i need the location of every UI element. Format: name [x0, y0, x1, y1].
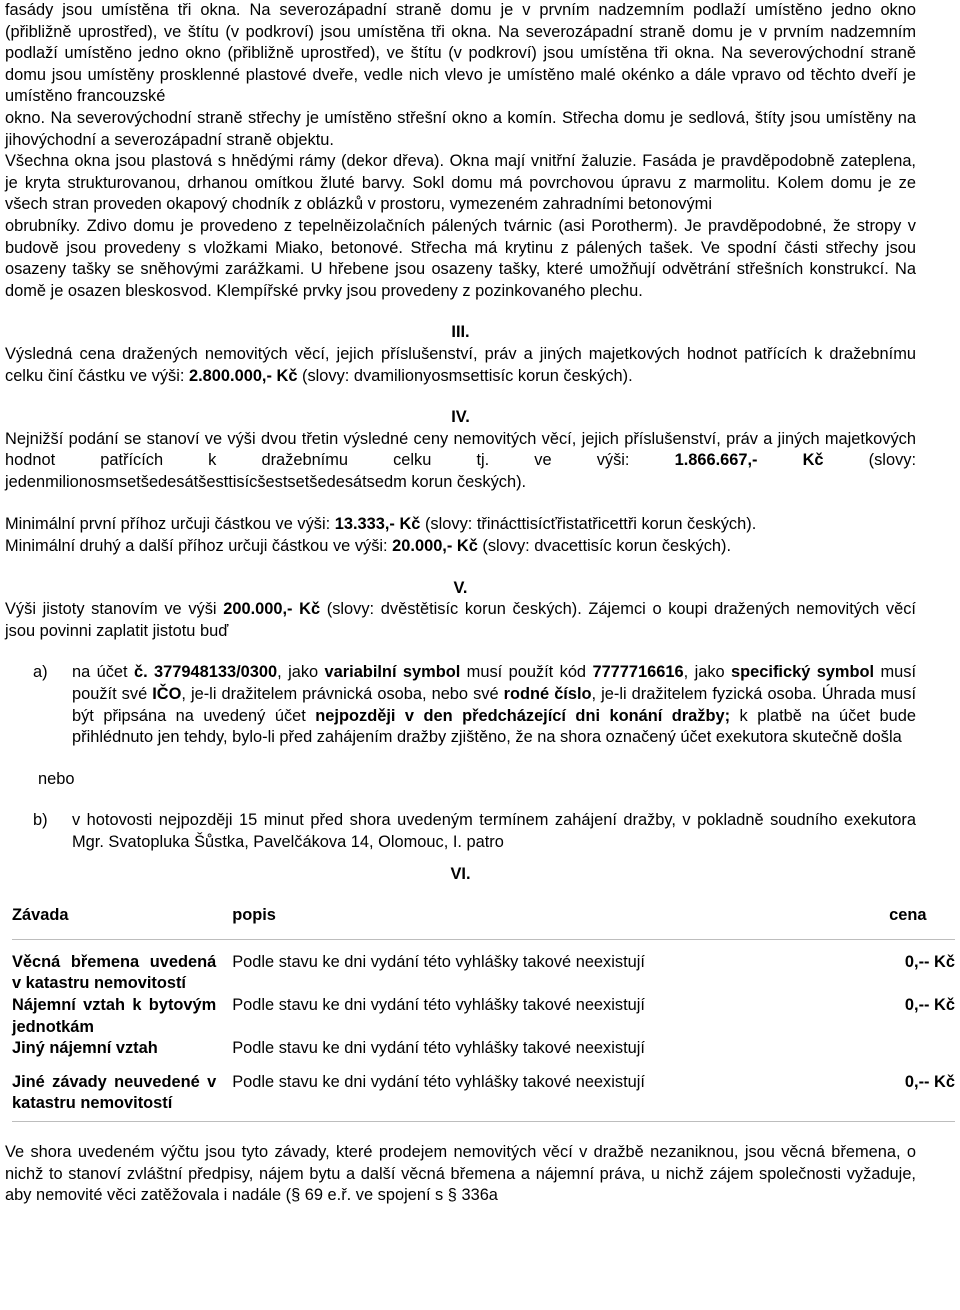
description-cell: Podle stavu ke dni vydání této vyhlášky takové neexistují	[216, 1060, 889, 1122]
deposit-option-a	[5, 662, 916, 748]
defect-cell: Nájemní vztah k bytovým jednotkám	[12, 995, 217, 1036]
price-cell: 0,-- Kč	[904, 952, 955, 971]
option-a-text: na účet č. 377948133/0300, jako variabilní symbol musí použít kód 7777716616, jako specifický symbol musí použít své IČO, je-li dražitelem právnická osoba, nebo své rodné číslo, je-li dražitelem fyzická osoba. Úhrada musí být připsána na uvedený účet nejpozději v den předcházející dni konání dražby; k platbě na účet bude přihlédnuto jen tehdy, bylo-li před zahájením dražby zjištěno, že na shora označený účet exekutora skutečně došla	[72, 663, 917, 747]
section-6-footer-text: Ve shora uvedeném výčtu jsou tyto závady, které prodejem nemovitých věcí v dražbě nezaniknou, jsou věcná břemena, o nichž to stanoví zvláštní předpisy, nájem bytu a další věcná břemena a nájemní práva, u nichž zájem společnosti vyžaduje, aby nemovité věci zatěžovala i nadále (§ 69 e.ř. ve spojení s § 336a	[5, 1142, 916, 1205]
header-defect: Závada	[12, 905, 216, 939]
variable-symbol: 7777716616	[592, 663, 684, 682]
document-page	[5, 0, 955, 1207]
section-4-text-a: Nejnižší podání se stanoví ve výši dvou třetin výsledné ceny nemovitých věcí, jejich příslušenství, práv a jiných majetkových hodnot patřících k dražebnímu celku tj. ve výši:	[5, 429, 916, 470]
section-3-heading: III.	[451, 323, 470, 342]
section-4-amount: 1.866.667,- Kč	[674, 451, 824, 470]
section-5-amount: 200.000,- Kč	[223, 600, 321, 619]
section-3-text-b: (slovy: dvamilionyosmsettisíc korun českých).	[297, 366, 633, 385]
next-bid-text	[5, 536, 916, 558]
section-4	[5, 407, 916, 558]
section-6-heading: VI.	[450, 864, 471, 883]
section-6	[5, 864, 955, 1207]
section-3-amount: 2.800.000,- Kč	[189, 366, 298, 385]
section-5-heading: V.	[453, 578, 468, 597]
defect-cell: Jiný nájemní vztah	[12, 1039, 158, 1058]
deposit-option-b	[5, 810, 916, 853]
next-bid-a: Minimální druhý a další příhoz určuji částkou ve výši:	[5, 537, 393, 556]
next-bid-amount: 20.000,- Kč	[392, 537, 478, 556]
section-4-text-b: (slovy: jedenmilionosmsetšedesátšesttisícšestsetšedesátsedm korun českých).	[5, 451, 917, 491]
table-row	[12, 1060, 955, 1122]
first-bid-b: (slovy: třinácttisícťřistatřicettři korun českých).	[420, 515, 757, 534]
table-row	[12, 939, 955, 995]
table-row	[12, 1038, 955, 1060]
defects-table-header	[12, 905, 955, 939]
first-bid-amount: 13.333,- Kč	[334, 515, 421, 534]
price-cell	[889, 1038, 955, 1060]
section-4-text	[5, 429, 916, 494]
header-description: popis	[216, 905, 889, 939]
account-number: č. 377948133/0300	[134, 663, 278, 682]
description-line-3: Všechna okna jsou plastová s hnědými rámy (dekor dřeva). Okna mají vnitřní žaluzie. Fasáda je pravděpodobně zateplena, je kryta strukturovanou, drhanou omítkou žluté barvy. Sokl domu má povrchovou úpravu z marmolitu. Kolem domu je ze všech stran proveden okapový chodník z oblázků v prostoru, vymezeném zahradními betonovými	[5, 152, 916, 214]
section-3-text	[5, 344, 916, 387]
section-5-text	[5, 599, 916, 642]
defects-table	[12, 905, 955, 1122]
section-4-heading: IV.	[451, 408, 470, 427]
option-b-text: v hotovosti nejpozději 15 minut před shora uvedeným termínem zahájení dražby, v pokladně soudního exekutora Mgr. Svatopluka Šůstka, Pavelčákova 14, Olomouc, I. patro	[72, 811, 916, 851]
section-5-text-a: Výši jistoty stanovím ve výši	[5, 600, 224, 619]
description-line-4: obrubníky. Zdivo domu je provedeno z tepelněizolačních pálených tvárnic (asi Porotherm). Je pravděpodobné, že stropy v budově jsou provedeny s vložkami Miako, betonové. Střecha má krytinu z pálených tašek. Ve spodní části střechy jsou osazeny tašky se sněhovými zarážkami. U hřebene jsou osazeny tašky, které umožňují odvětrání střešních konstrukcí. Na domě je osazen bleskosvod. Klempířské prvky jsou provedeny z pozinkovaného plechu.	[5, 216, 916, 300]
section-3-text-a: Výsledná cena dražených nemovitých věcí, jejich příslušenství, práv a jiných majetkových hodnot patřících k dražebnímu celku činí částku ve výši:	[5, 344, 916, 385]
option-a-marker: a)	[33, 663, 48, 682]
next-bid-b: (slovy: dvacettisíc korun českých).	[477, 537, 732, 556]
price-cell: 0,-- Kč	[889, 1060, 955, 1122]
description-line-2: okno. Na severovýchodní straně střechy je umístěno střešní okno a komín. Střecha domu je sedlová, štíty jsou umístěny na jihovýchodní a severozápadní straně objektu.	[5, 108, 916, 149]
section-5-text-b: (slovy: dvěstětisíc korun českých). Zájemci o koupi dražených nemovitých věcí jsou povinni zaplatit jistotu buď	[5, 600, 916, 640]
header-price: cena	[889, 905, 955, 939]
description-cell: Podle stavu ke dni vydání této vyhlášky takové neexistují	[232, 995, 645, 1014]
property-description	[5, 0, 916, 302]
defect-cell: Jiné závady neuvedené v katastru nemovitostí	[12, 1060, 216, 1122]
description-cell: Podle stavu ke dni vydání této vyhlášky takové neexistují	[232, 1039, 645, 1058]
table-row	[12, 995, 955, 1038]
description-cell: Podle stavu ke dni vydání této vyhlášky takové neexistují	[232, 952, 645, 971]
deposit-options	[5, 662, 916, 853]
section-3	[5, 322, 916, 387]
or-word: nebo	[38, 769, 75, 788]
first-bid-a: Minimální první příhoz určuji částkou ve výši:	[5, 515, 335, 534]
section-5	[5, 578, 916, 854]
defect-cell: Věcná břemena uvedená v katastru nemovitostí	[12, 952, 217, 993]
option-b-marker: b)	[33, 811, 48, 830]
first-bid-text	[5, 514, 916, 536]
description-line-1: fasády jsou umístěna tři okna. Na severozápadní straně domu je v prvním nadzemním podlaží umístěno jedno okno (přibližně uprostřed), ve štítu (v podkroví) jsou umístěna tři okna. Na severozápadní straně domu je v prvním nadzemním podlaží umístěno jedno okno (přibližně uprostřed), ve štítu (v podkroví) jsou umístěna tři okna. Na severovýchodní straně domu jsou umístěny prosklenné plastové dveře, vedle nich vlevo je umístěno malé okénko a dále vpravo od těchto dveří je umístěno francouzské	[5, 1, 916, 106]
price-cell: 0,-- Kč	[904, 995, 955, 1014]
